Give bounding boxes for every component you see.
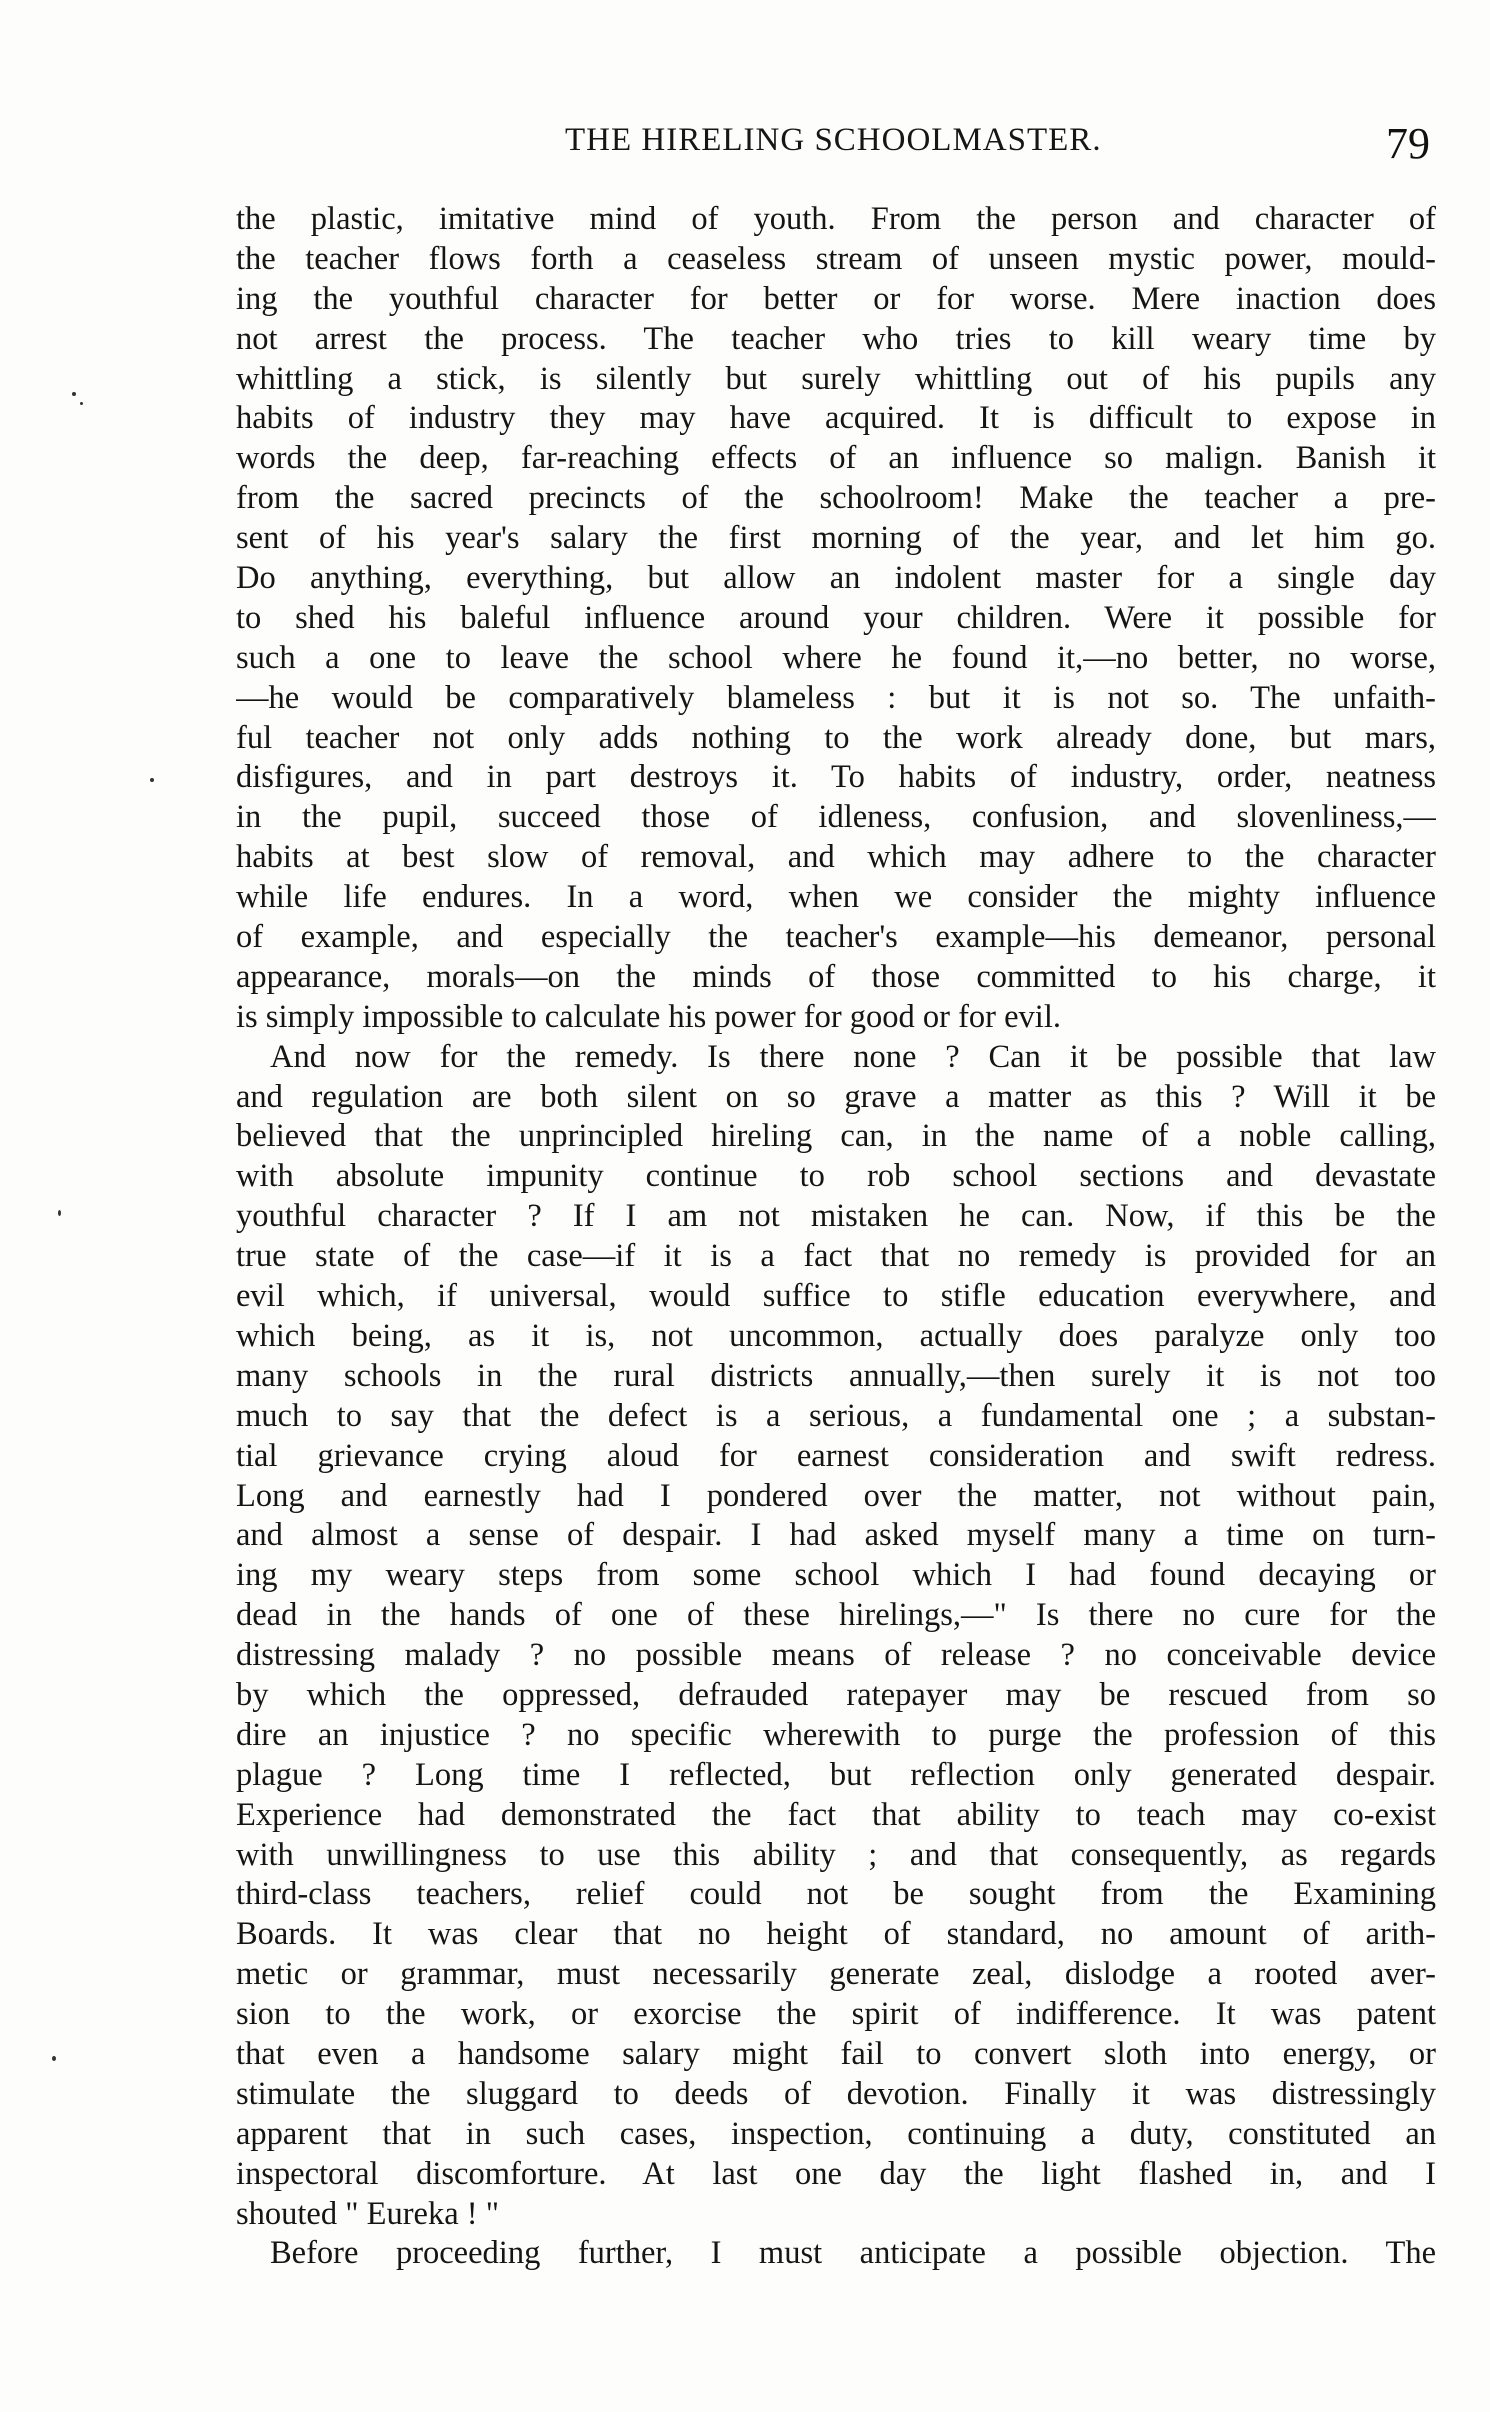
text-line: words the deep, far-reaching effects of an influence so malign. Banish it xyxy=(236,440,1436,477)
text-line: while life endures. In a word, when we consider the mighty influence xyxy=(236,879,1436,916)
text-line: inspectoral discomforture. At last one day the light flashed in, and I xyxy=(236,2155,1436,2192)
text-line: which being, as it is, not uncommon, actually does paralyze only too xyxy=(236,1317,1436,1354)
body-text xyxy=(236,200,1436,2274)
margin-speck xyxy=(58,1210,61,1216)
text-line: Experience had demonstrated the fact that ability to teach may co-exist xyxy=(236,1796,1436,1833)
text-line: disfigures, and in part destroys it. To habits of industry, order, neatness xyxy=(236,759,1436,796)
text-line: third-class teachers, relief could not be sought from the Examining xyxy=(236,1876,1436,1913)
page-header xyxy=(240,118,1450,178)
text-line: and regulation are both silent on so grave a matter as this ? Will it be xyxy=(236,1078,1436,1115)
text-line: true state of the case—if it is a fact that no remedy is provided for an xyxy=(236,1238,1436,1275)
text-line: from the sacred precincts of the schoolroom! Make the teacher a pre- xyxy=(236,480,1436,517)
text-line: evil which, if universal, would suffice to stifle education everywhere, and xyxy=(236,1278,1436,1315)
text-line: youthful character ? If I am not mistaken he can. Now, if this be the xyxy=(236,1198,1436,1235)
text-line: habits at best slow of removal, and which may adhere to the character xyxy=(236,839,1436,876)
margin-speck xyxy=(80,402,83,405)
text-line: apparent that in such cases, inspection, continuing a duty, constituted an xyxy=(236,2115,1436,2152)
text-line: dire an injustice ? no specific wherewith to purge the profession of this xyxy=(236,1716,1436,1753)
text-line: in the pupil, succeed those of idleness, confusion, and slovenliness,— xyxy=(236,799,1436,836)
text-line: plague ? Long time I reflected, but reflection only generated despair. xyxy=(236,1756,1436,1793)
text-line: shouted " Eureka ! " xyxy=(236,2195,499,2232)
margin-speck xyxy=(150,778,154,782)
text-line: by which the oppressed, defrauded ratepayer may be rescued from so xyxy=(236,1676,1436,1713)
text-line: tial grievance crying aloud for earnest consideration and swift redress. xyxy=(236,1437,1436,1474)
page-number: 79 xyxy=(1386,119,1430,168)
text-line: distressing malady ? no possible means of release ? no conceivable device xyxy=(236,1637,1436,1674)
text-line: that even a handsome salary might fail to convert sloth into energy, or xyxy=(236,2035,1436,2072)
text-line: with unwillingness to use this ability ; and that consequently, as regards xyxy=(236,1836,1436,1873)
text-line: whittling a stick, is silently but surely whittling out of his pupils any xyxy=(236,360,1436,397)
text-line: and almost a sense of despair. I had asked myself many a time on turn- xyxy=(236,1517,1436,1554)
text-line: Do anything, everything, but allow an indolent master for a single day xyxy=(236,560,1436,597)
text-line: to shed his baleful influence around your children. Were it possible for xyxy=(236,599,1436,636)
text-line: habits of industry they may have acquired. It is difficult to expose in xyxy=(236,400,1436,437)
text-line: ful teacher not only adds nothing to the work already done, but mars, xyxy=(236,719,1436,756)
text-line: sion to the work, or exorcise the spirit of indifference. It was patent xyxy=(236,1996,1436,2033)
text-line: is simply impossible to calculate his power for good or for evil. xyxy=(236,998,1061,1035)
text-line: such a one to leave the school where he found it,—no better, no worse, xyxy=(236,639,1436,676)
running-title: THE HIRELING SCHOOLMASTER. xyxy=(565,122,1102,158)
text-line: Boards. It was clear that no height of standard, no amount of arith- xyxy=(236,1916,1436,1953)
text-line: believed that the unprincipled hireling can, in the name of a noble calling, xyxy=(236,1118,1436,1155)
text-line: with absolute impunity continue to rob school sections and devastate xyxy=(236,1158,1436,1195)
margin-speck xyxy=(72,392,76,396)
text-line: Long and earnestly had I pondered over the matter, not without pain, xyxy=(236,1477,1436,1514)
text-line: the teacher flows forth a ceaseless stream of unseen mystic power, mould- xyxy=(236,240,1436,277)
text-line: dead in the hands of one of these hirelings,—" Is there no cure for the xyxy=(236,1597,1436,1634)
text-line: not arrest the process. The teacher who tries to kill weary time by xyxy=(236,320,1436,357)
text-line: sent of his year's salary the first morning of the year, and let him go. xyxy=(236,520,1436,557)
text-line: ing the youthful character for better or for worse. Mere inaction does xyxy=(236,280,1436,317)
text-line: much to say that the defect is a serious, a fundamental one ; a substan- xyxy=(236,1397,1436,1434)
text-line: —he would be comparatively blameless : but it is not so. The unfaith- xyxy=(236,679,1436,716)
text-line: appearance, morals—on the minds of those committed to his charge, it xyxy=(236,958,1436,995)
text-line: of example, and especially the teacher's example—his demeanor, personal xyxy=(236,919,1436,956)
text-line: many schools in the rural districts annually,—then surely it is not too xyxy=(236,1357,1436,1394)
text-line: the plastic, imitative mind of youth. From the person and character of xyxy=(236,201,1436,237)
paragraph-start-line: Before proceeding further, I must anticipate a possible objection. The xyxy=(270,2235,1436,2272)
margin-speck xyxy=(52,2056,56,2061)
text-line: stimulate the sluggard to deeds of devotion. Finally it was distressingly xyxy=(236,2075,1436,2112)
text-line: ing my weary steps from some school which I had found decaying or xyxy=(236,1557,1436,1594)
text-line: metic or grammar, must necessarily generate zeal, dislodge a rooted aver- xyxy=(236,1956,1436,1993)
paragraph-start-line: And now for the remedy. Is there none ? Can it be possible that law xyxy=(270,1038,1436,1075)
